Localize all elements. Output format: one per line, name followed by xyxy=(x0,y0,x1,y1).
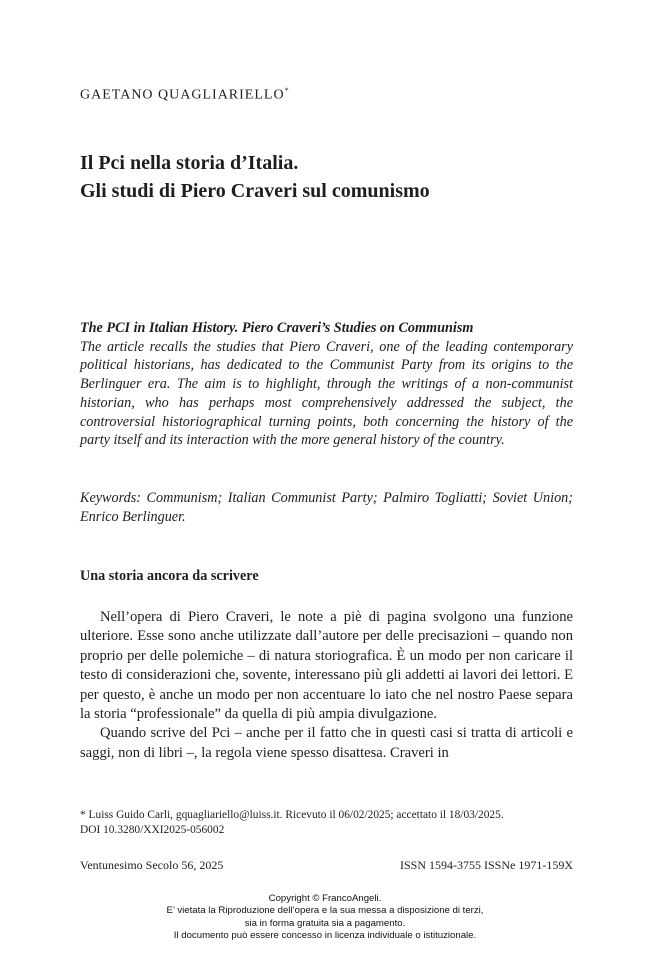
body-text xyxy=(80,608,573,763)
body-paragraph-1: Nell’opera di Piero Craveri, le note a piè di pagina svolgono una funzione ulteriore. Esse sono anche utilizzate dall’autore per delle precisazioni – quando non proprio per delle polemiche – di natura storiografica. È un modo per non caricare il testo di considerazioni che, sovente, interessano più gli addetti ai lavori dei lettori. E per questo, è anche un modo per non accentuare lo iato che nel nostro Paese separa la storia “professionale” da quella di più ampia divulgazione. xyxy=(80,609,573,723)
footnote xyxy=(80,808,573,838)
author-text: GAETANO QUAGLIARIELLO xyxy=(80,87,285,103)
copyright-line-4: Il documento può essere concesso in licenza individuale o istituzionale. xyxy=(173,930,477,942)
keywords-text: Keywords: Communism; Italian Communist Party; Palmiro Togliatti; Soviet Union; Enrico Berlinguer. xyxy=(80,490,573,525)
title-line-1: Il Pci nella storia d’Italia. xyxy=(80,152,299,174)
copyright-notice xyxy=(0,893,650,943)
author-name xyxy=(80,86,289,104)
issn-info: ISSN 1594-3755 ISSNe 1971-159X xyxy=(399,858,573,872)
abstract-title: The PCI in Italian History. Piero Craveri’s Studies on Communism xyxy=(80,320,474,336)
copyright-line-3: sia in forma gratuita sia a pagamento. xyxy=(244,917,406,929)
copyright-line-1: Copyright © FrancoAngeli. xyxy=(268,893,382,904)
journal-info: Ventunesimo Secolo 56, 2025 xyxy=(80,858,224,872)
body-paragraph-2: Quando scrive del Pci – anche per il fatto che in questi casi si tratta di articoli e saggi, non di libri –, la regola viene spesso disattesa. Craveri in xyxy=(80,725,573,761)
section-heading: Una storia ancora da scrivere xyxy=(80,568,259,584)
author-footnote-mark: * xyxy=(284,86,289,95)
article-title xyxy=(80,149,580,205)
footnote-line-1: * Luiss Guido Carli, gquagliariello@luiss.it. Ricevuto il 06/02/2025; accettato il 18/03/2025. xyxy=(80,809,504,821)
title-line-2: Gli studi di Piero Craveri sul comunismo xyxy=(80,180,430,202)
keywords xyxy=(80,489,573,526)
abstract-text: The article recalls the studies that Piero Craveri, one of the leading contemporary political historians, has dedicated to the Communist Party from its origins to the Berlinguer era. The aim is to highlight, through the writings of a non-communist historian, who has perhaps most comprehensively addressed the subject, the controversial historiographical turning points, both concerning the history of the party itself and its interaction with the more general history of the country. xyxy=(80,338,573,449)
abstract xyxy=(80,319,573,450)
copyright-line-2: E’ vietata la Riproduzione dell’opera e la sua messa a disposizione di terzi, xyxy=(166,905,484,917)
footnote-doi: DOI 10.3280/XXI2025-056002 xyxy=(80,824,225,836)
